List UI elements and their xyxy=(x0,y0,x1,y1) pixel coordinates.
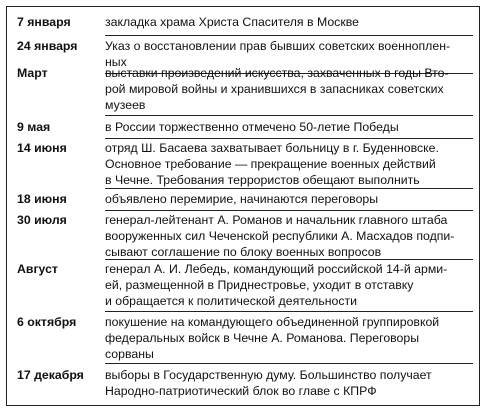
event-text-line: и обращается к политической деятельности xyxy=(105,294,358,308)
event-text-line: сорваны xyxy=(105,347,154,361)
event-text-line: в Чечне. Требования террористов обещают выполнить xyxy=(105,173,420,187)
event-date: 24 января xyxy=(17,39,78,53)
event-text-line: объявлено перемирие, начинаются переговоры xyxy=(105,192,379,206)
event-description xyxy=(105,367,432,399)
event-text-line: музеев xyxy=(105,98,146,112)
row-divider xyxy=(105,210,473,211)
event-text-line: Указ о восстановлении прав бывших советских военноплен- xyxy=(105,39,451,53)
event-text-line: Основное требование — прекращение военных действий xyxy=(105,157,436,171)
event-text-line: сывают соглашение по блоку военных вопросов xyxy=(105,245,382,259)
event-text-line: Народно-патриотический блок во главе с КПРФ xyxy=(105,384,377,398)
row-divider xyxy=(105,363,473,364)
row-divider xyxy=(105,188,473,189)
event-text-line: генерал А. И. Лебедь, командующий российской 14-й арми- xyxy=(105,262,448,276)
event-date: 9 мая xyxy=(17,120,51,134)
event-text-line: в России торжественно отмечено 50-летие Победы xyxy=(105,120,399,134)
event-description xyxy=(105,140,439,188)
event-date: Март xyxy=(17,66,48,80)
event-date: 7 января xyxy=(17,15,71,29)
event-description xyxy=(105,191,378,207)
row-divider xyxy=(105,115,473,116)
event-description xyxy=(105,65,449,113)
event-text-line: вооруженных сил Чеченской республики А. Масхадов подпи- xyxy=(105,229,455,243)
row-divider xyxy=(105,311,473,312)
event-date: 18 июня xyxy=(17,192,67,206)
event-description xyxy=(105,314,439,362)
event-description xyxy=(105,212,454,260)
event-date: 17 декабря xyxy=(17,368,84,382)
event-text-line: генерал-лейтенант А. Романов и начальник главного штаба xyxy=(105,213,448,227)
event-date: 30 июля xyxy=(17,213,67,227)
event-text-line: выборы в Государственную думу. Большинство получает xyxy=(105,368,432,382)
event-description xyxy=(105,14,359,30)
event-text-line: федеральных войск в Чечне А. Романова. Переговоры xyxy=(105,331,420,345)
event-text-line: ных xyxy=(105,55,127,69)
event-text-line: выставки произведений искусства, захваченных в годы Вто- xyxy=(105,66,449,80)
event-text-line: ей, размещенной в Приднестровье, уходит в отставку xyxy=(105,278,414,292)
event-date: 6 октября xyxy=(17,315,77,329)
row-divider xyxy=(105,259,473,260)
chronology-table xyxy=(6,6,480,406)
event-date: Август xyxy=(17,262,58,276)
event-text-line: отряд Ш. Басаева захватывает больницу в г. Буденновске. xyxy=(105,141,439,155)
event-date: 14 июня xyxy=(17,141,67,155)
event-text-line: рой мировой войны и хранившихся в запасниках советских xyxy=(105,82,444,96)
row-divider xyxy=(105,35,473,36)
event-description xyxy=(105,261,447,309)
event-text-line: покушение на командующего объединенной группировкой xyxy=(105,315,440,329)
event-text-line: закладка храма Христа Спасителя в Москве xyxy=(105,15,359,29)
event-description xyxy=(105,119,399,135)
row-divider xyxy=(105,138,473,139)
